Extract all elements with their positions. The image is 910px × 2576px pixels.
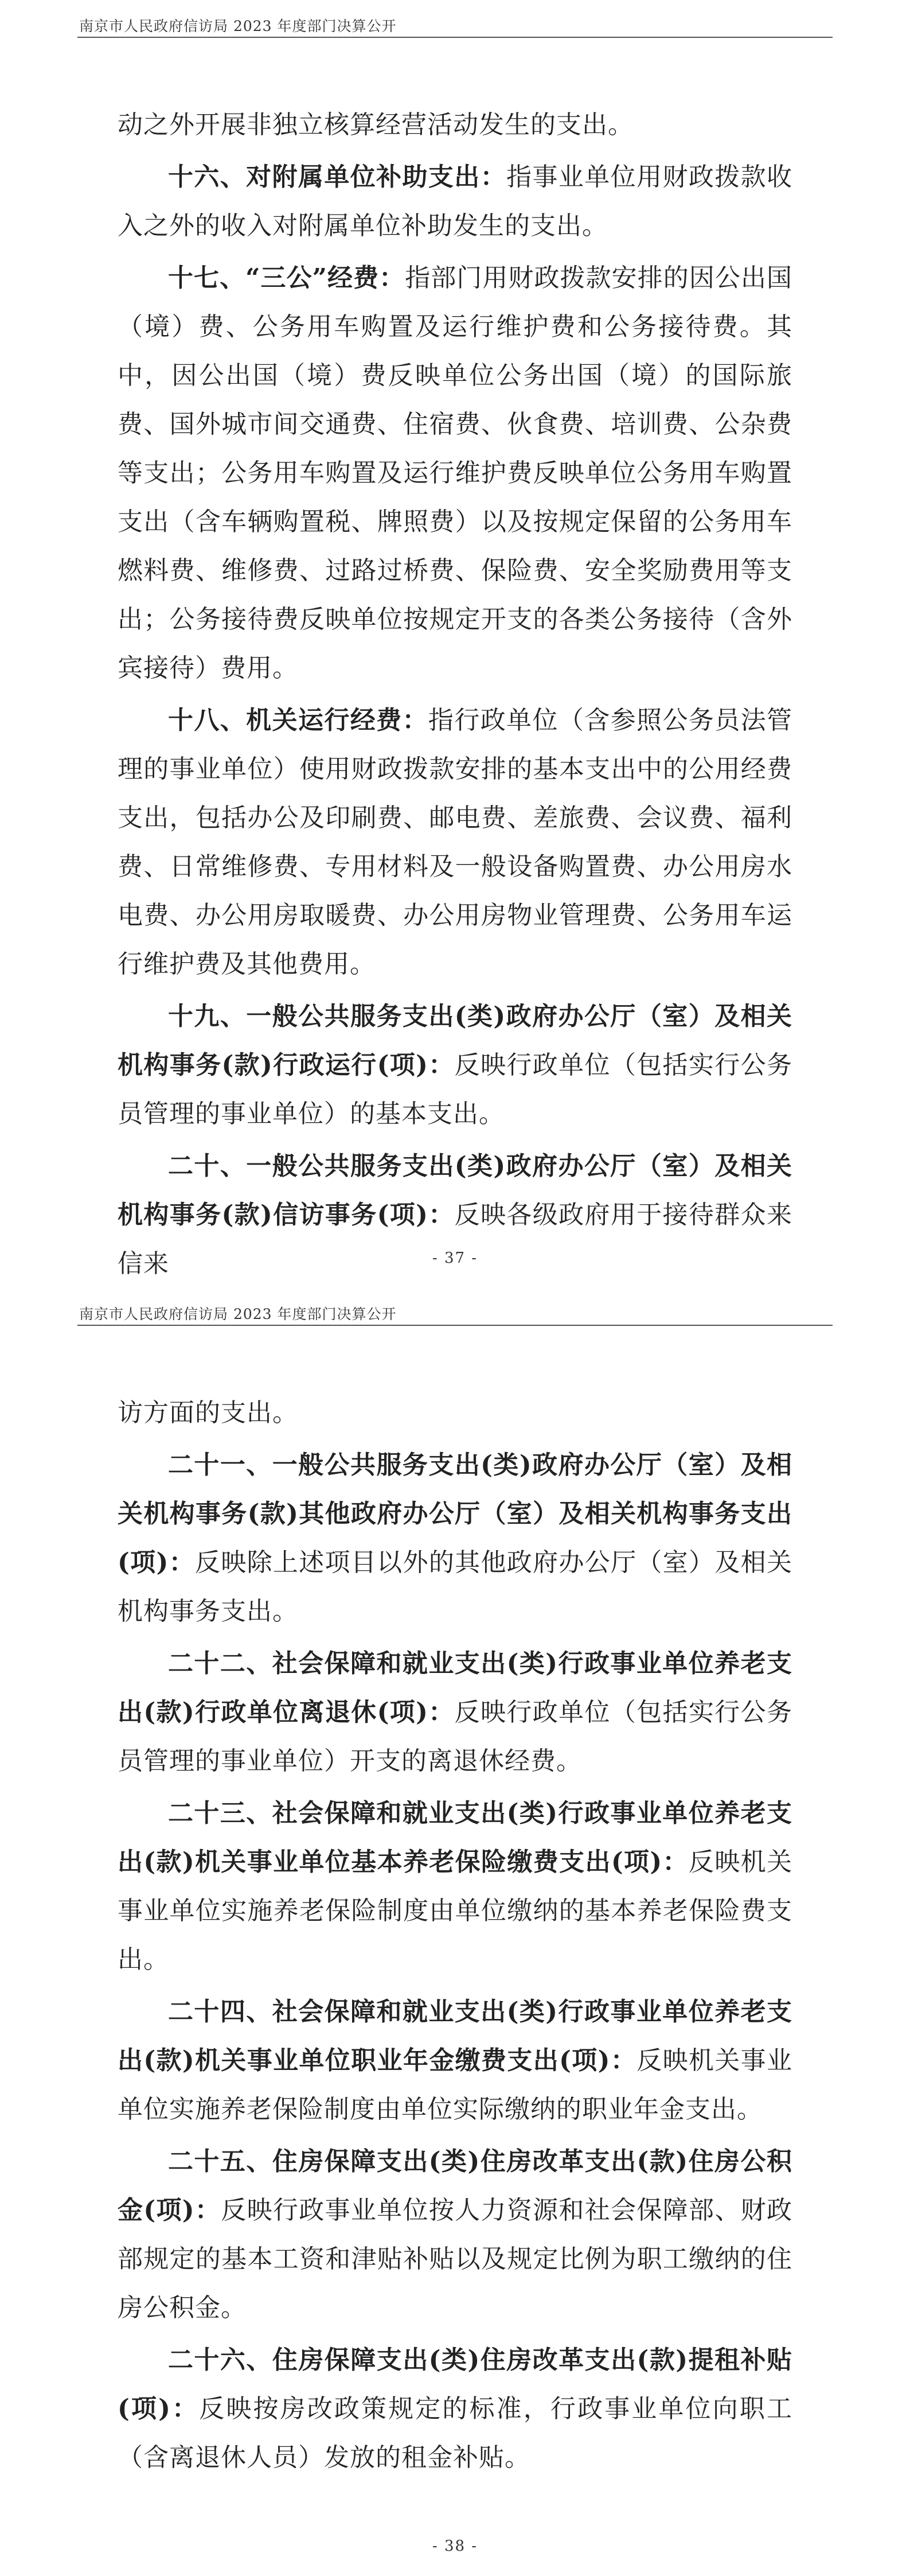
definition-item-23 [118, 1789, 792, 1984]
definition-item-24 [118, 1987, 792, 2134]
page-header: 南京市人民政府信访局 2023 年度部门决算公开 [79, 1306, 397, 1322]
paragraph-continuation [118, 100, 792, 149]
definition-term: 十六、对附属单位补助支出： [168, 162, 507, 192]
paragraph-text: 访方面的支出。 [118, 1398, 298, 1427]
definition-text: 反映各级政府用于接待群众来信来 [118, 1200, 792, 1278]
definition-text: 反映按房改政策规定的标准，行政事业单位向职工（含离退休人员）发放的租金补贴。 [118, 2394, 793, 2472]
definition-term: 十七、“三公”经费： [168, 263, 405, 293]
header-divider [77, 1325, 833, 1326]
definition-text: 指事业单位用财政拨款收入之外的收入对附属单位补助发生的支出。 [118, 162, 793, 240]
paragraph-text: 动之外开展非独立核算经营活动发生的支出。 [118, 110, 634, 139]
definition-term: 二十二、社会保障和就业支出(类)行政事业单位养老支出(款)行政单位离退休(项)： [118, 1649, 792, 1727]
definition-item-19 [118, 992, 792, 1138]
definition-term: 二十六、住房保障支出(类)住房改革支出(款)提租补贴(项)： [118, 2345, 792, 2423]
definition-item-25 [118, 2137, 792, 2332]
definition-item-18 [118, 696, 792, 989]
paragraph-continuation [118, 1388, 792, 1437]
page-number: - 38 - [432, 2538, 478, 2555]
definition-text: 指行政单位（含参照公务员法管理的事业单位）使用财政拨款安排的基本支出中的公用经费支出，包括办公及印刷费、邮电费、差旅费、会议费、福利费、日常维修费、专用材料及一般设备购置费、办公用房水电费、办公用房取暖费、办公用房物业管理费、公务用车运行维护费及其他费用。 [118, 706, 793, 979]
definition-item-17 [118, 254, 792, 692]
definition-item-16 [118, 153, 792, 250]
page-content [118, 1388, 792, 2485]
definition-term: 二十四、社会保障和就业支出(类)行政事业单位养老支出(款)机关事业单位职业年金缴费支出(项)： [118, 1997, 792, 2075]
definition-text: 反映机关事业单位实施养老保险制度由单位实际缴纳的职业年金支出。 [118, 2046, 793, 2124]
definition-item-22 [118, 1639, 792, 1785]
definition-term: 十九、一般公共服务支出(类)政府办公厅（室）及相关机构事务(款)行政运行(项)： [118, 1002, 792, 1080]
definition-item-26 [118, 2336, 792, 2482]
page-number: - 37 - [432, 1250, 478, 1267]
definition-term: 十八、机关运行经费： [168, 706, 428, 735]
definition-text: 指部门用财政拨款安排的因公出国（境）费、公务用车购置及运行维护费和公务接待费。其中，因公出国（境）费反映单位公务出国（境）的国际旅费、国外城市间交通费、住宿费、伙食费、培训费、公杂费等支出；公务用车购置及运行维护费反映单位公务用车购置支出（含车辆购置税、牌照费）以及按规定保留的公务用车燃料费、维修费、过路过桥费、保险费、安全奖励费用等支出；公务接待费反映单位按规定开支的各类公务接待（含外宾接待）费用。 [118, 263, 793, 683]
definition-term: 二十三、社会保障和就业支出(类)行政事业单位养老支出(款)机关事业单位基本养老保险缴费支出(项)： [118, 1799, 792, 1877]
definition-term: 二十一、一般公共服务支出(类)政府办公厅（室）及相关机构事务(款)其他政府办公厅（室）及相关机构事务支出(项)： [118, 1450, 792, 1577]
definition-text: 反映行政单位（包括实行公务员管理的事业单位）开支的离退休经费。 [118, 1698, 792, 1776]
page-header: 南京市人民政府信访局 2023 年度部门决算公开 [79, 18, 397, 34]
definition-term: 二十、一般公共服务支出(类)政府办公厅（室）及相关机构事务(款)信访事务(项)： [118, 1151, 792, 1229]
page-content [118, 100, 792, 1291]
header-divider [77, 37, 833, 38]
definition-term: 二十五、住房保障支出(类)住房改革支出(款)住房公积金(项)： [118, 2147, 792, 2225]
definition-text: 反映机关事业单位实施养老保险制度由单位缴纳的基本养老保险费支出。 [118, 1847, 793, 1974]
page-38 [0, 1288, 910, 2576]
definition-text: 反映行政事业单位按人力资源和社会保障部、财政部规定的基本工资和津贴补贴以及规定比例为职工缴纳的住房公积金。 [118, 2196, 792, 2322]
definition-text: 反映除上述项目以外的其他政府办公厅（室）及相关机构事务支出。 [118, 1548, 793, 1626]
definition-item-21 [118, 1441, 792, 1636]
definition-text: 反映行政单位（包括实行公务员管理的事业单位）的基本支出。 [118, 1050, 792, 1129]
